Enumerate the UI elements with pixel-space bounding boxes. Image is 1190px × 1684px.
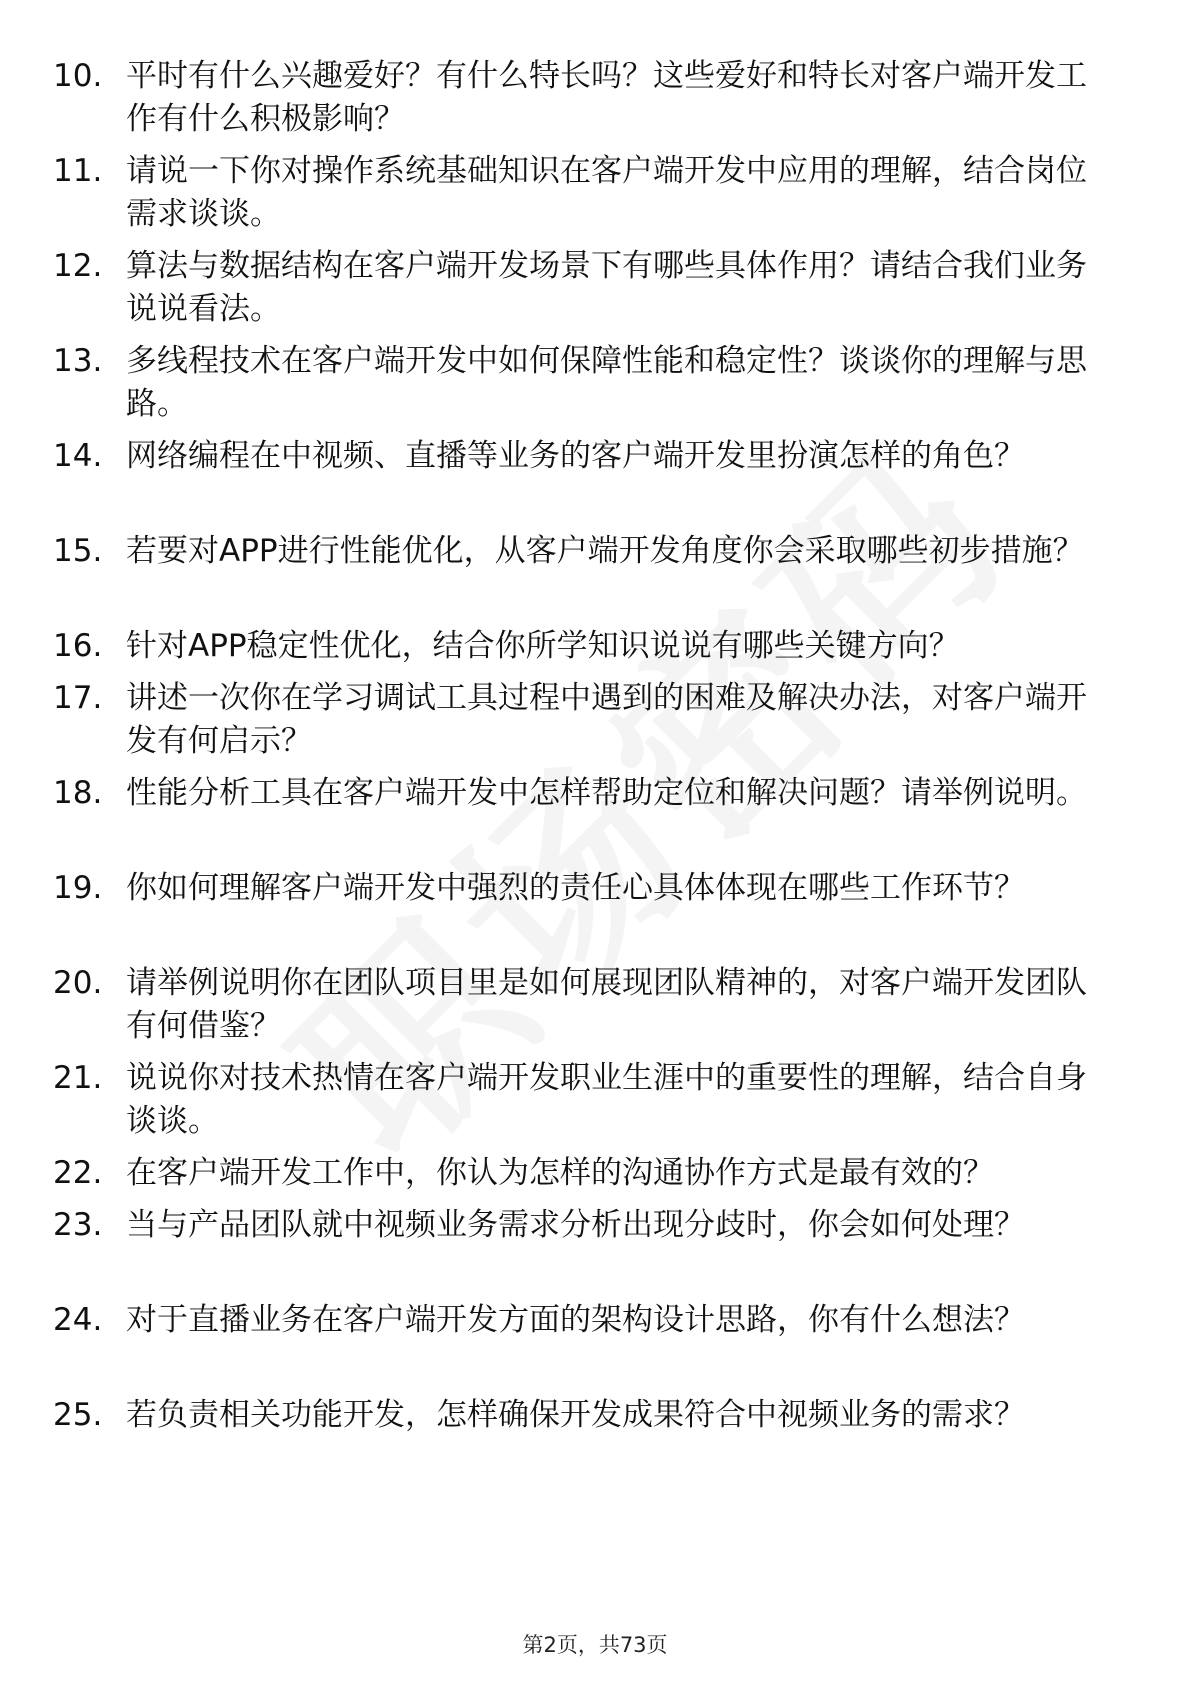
question-number: 15. [53, 533, 103, 569]
question-number: 10. [53, 58, 103, 94]
question-text: 若要对APP进行性能优化，从客户端开发角度你会采取哪些初步措施？ [126, 533, 1084, 569]
question-number: 17. [53, 680, 103, 716]
question-text: 在客户端开发工作中，你认为怎样的沟通协作方式是最有效的？ [126, 1155, 994, 1191]
question-list [0, 55, 1190, 1489]
question-text: 平时有什么兴趣爱好？有什么特长吗？这些爱好和特长对客户端开发工作有什么积极影响？ [126, 58, 1087, 137]
question-number: 20. [53, 965, 103, 1001]
page-number-label: 第2页，共73页 [522, 1633, 668, 1657]
question-number: 12. [53, 248, 103, 284]
question-item-18 [0, 772, 1190, 867]
question-text: 讲述一次你在学习调试工具过程中遇到的困难及解决办法，对客户端开发有何启示？ [126, 680, 1087, 759]
question-text: 当与产品团队就中视频业务需求分析出现分歧时，你会如何处理？ [126, 1207, 1025, 1243]
question-number: 18. [53, 775, 103, 811]
question-text: 请举例说明你在团队项目里是如何展现团队精神的，对客户端开发团队有何借鉴？ [126, 965, 1087, 1044]
question-item-21 [0, 1057, 1190, 1152]
question-number: 16. [53, 628, 103, 664]
question-text: 对于直播业务在客户端开发方面的架构设计思路，你有什么想法？ [126, 1302, 1025, 1338]
question-number: 19. [53, 870, 103, 906]
question-text: 你如何理解客户端开发中强烈的责任心具体体现在哪些工作环节？ [126, 870, 1025, 906]
question-text: 算法与数据结构在客户端开发场景下有哪些具体作用？请结合我们业务说说看法。 [126, 248, 1087, 327]
question-item-22 [0, 1152, 1190, 1204]
question-number: 13. [53, 343, 103, 379]
question-item-15 [0, 530, 1190, 625]
question-item-14 [0, 435, 1190, 530]
question-item-13 [0, 340, 1190, 435]
question-item-12 [0, 245, 1190, 340]
question-item-24 [0, 1299, 1190, 1394]
question-number: 24. [53, 1302, 103, 1338]
question-number: 14. [53, 438, 103, 474]
question-item-17 [0, 677, 1190, 772]
question-text: 网络编程在中视频、直播等业务的客户端开发里扮演怎样的角色？ [126, 438, 1025, 474]
question-number: 23. [53, 1207, 103, 1243]
question-text: 性能分析工具在客户端开发中怎样帮助定位和解决问题？请举例说明。 [126, 775, 1087, 811]
question-item-23 [0, 1204, 1190, 1299]
question-text: 说说你对技术热情在客户端开发职业生涯中的重要性的理解，结合自身谈谈。 [126, 1060, 1087, 1139]
question-item-25 [0, 1394, 1190, 1489]
question-text: 若负责相关功能开发，怎样确保开发成果符合中视频业务的需求？ [126, 1397, 1025, 1433]
question-text: 请说一下你对操作系统基础知识在客户端开发中应用的理解，结合岗位需求谈谈。 [126, 153, 1087, 232]
question-number: 11. [53, 153, 103, 189]
question-item-11 [0, 150, 1190, 245]
question-item-20 [0, 962, 1190, 1057]
question-number: 21. [53, 1060, 103, 1096]
question-number: 25. [53, 1397, 103, 1433]
question-number: 22. [53, 1155, 103, 1191]
question-text: 多线程技术在客户端开发中如何保障性能和稳定性？谈谈你的理解与思路。 [126, 343, 1087, 422]
question-item-16 [0, 625, 1190, 677]
question-text: 针对APP稳定性优化，结合你所学知识说说有哪些关键方向？ [126, 628, 960, 664]
page-footer [0, 1630, 1190, 1660]
question-item-10 [0, 55, 1190, 150]
question-item-19 [0, 867, 1190, 962]
